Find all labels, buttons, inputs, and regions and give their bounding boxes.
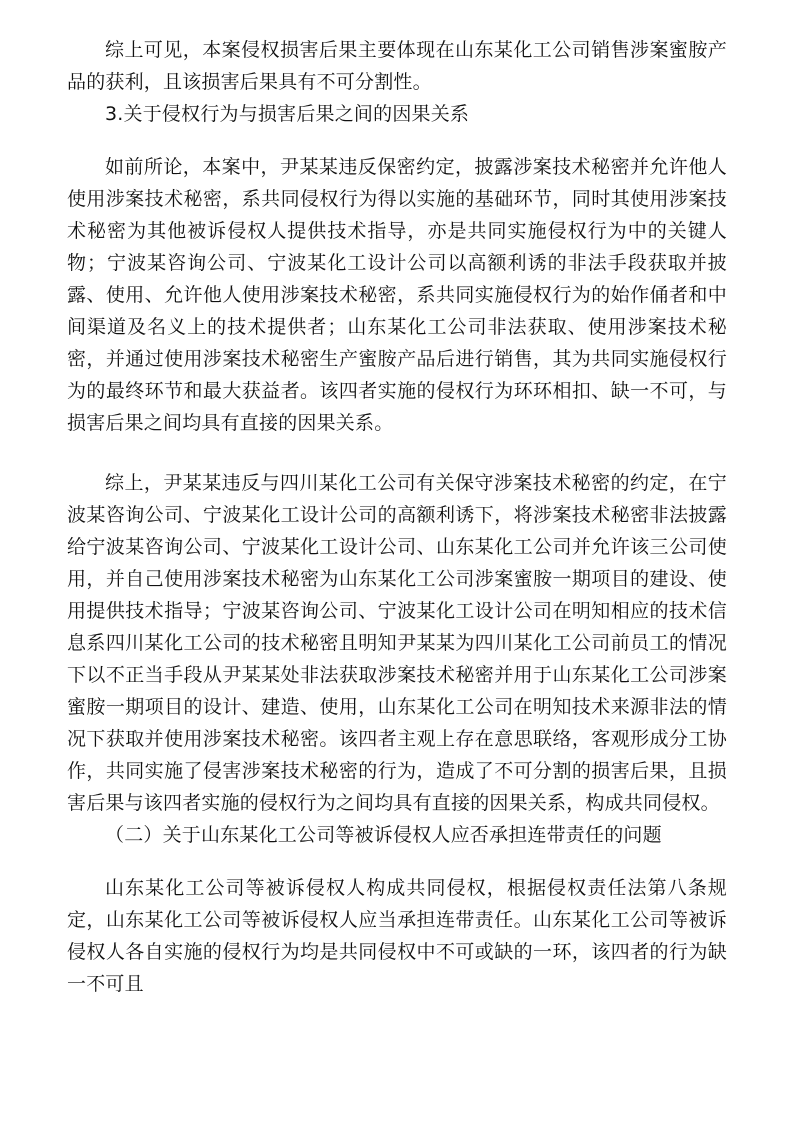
section-heading-causation: 3.关于侵权行为与损害后果之间的因果关系 (105, 103, 470, 125)
paragraph-conclusion-damage: 综上可见，本案侵权损害后果主要体现在山东某化工公司销售涉案蜜胺产品的获利，且该损害后果具有不可分割性。 (67, 39, 727, 93)
paragraph-joint-infringement-summary: 综上，尹某某违反与四川某化工公司有关保守涉案技术秘密的约定，在宁波某咨询公司、宁波某化工设计公司的高额利诱下，将涉案技术秘密非法披露给宁波某咨询公司、宁波某化工设计公司、山东某化工公司并允许该三公司使用，并自己使用涉案技术秘密为山东某化工公司涉案蜜胺一期项目的建设、使用提供技术指导；宁波某咨询公司、宁波某化工设计公司在明知相应的技术信息系四川某化工公司的技术秘密且明知尹某某为四川某化工公司前员工的情况下以不正当手段从尹某某处非法获取涉案技术秘密并用于山东某化工公司涉案蜜胺一期项目的设计、建造、使用，山东某化工公司在明知技术来源非法的情况下获取并使用涉案技术秘密。该四者主观上存在意思联络，客观形成分工协作，共同实施了侵害涉案技术秘密的行为，造成了不可分割的损害后果，且损害后果与该四者实施的侵权行为之间均具有直接的因果关系，构成共同侵权。 (67, 472, 727, 814)
paragraph-causation-analysis: 如前所论，本案中，尹某某违反保密约定，披露涉案技术秘密并允许他人使用涉案技术秘密，系共同侵权行为得以实施的基础环节，同时其使用涉案技术秘密为其他被诉侵权人提供技术指导，亦是共同实施侵权行为中的关键人物；宁波某咨询公司、宁波某化工设计公司以高额利诱的非法手段获取并披露、使用、允许他人使用涉案技术秘密，系共同实施侵权行为的始作俑者和中间渠道及名义上的技术提供者；山东某化工公司非法获取、使用涉案技术秘密，并通过使用涉案技术秘密生产蜜胺产品后进行销售，其为共同实施侵权行为的最终环节和最大获益者。该四者实施的侵权行为环环相扣、缺一不可，与损害后果之间均具有直接的因果关系。 (67, 156, 727, 434)
paragraph-joint-liability: 山东某化工公司等被诉侵权人构成共同侵权，根据侵权责任法第八条规定，山东某化工公司等被诉侵权人应当承担连带责任。山东某化工公司等被诉侵权人各自实施的侵权行为均是共同侵权中不可或缺的一环，该四者的行为缺一不可且 (67, 877, 727, 995)
section-heading-joint-liability: （二）关于山东某化工公司等被诉侵权人应否承担连带责任的问题 (105, 824, 662, 846)
